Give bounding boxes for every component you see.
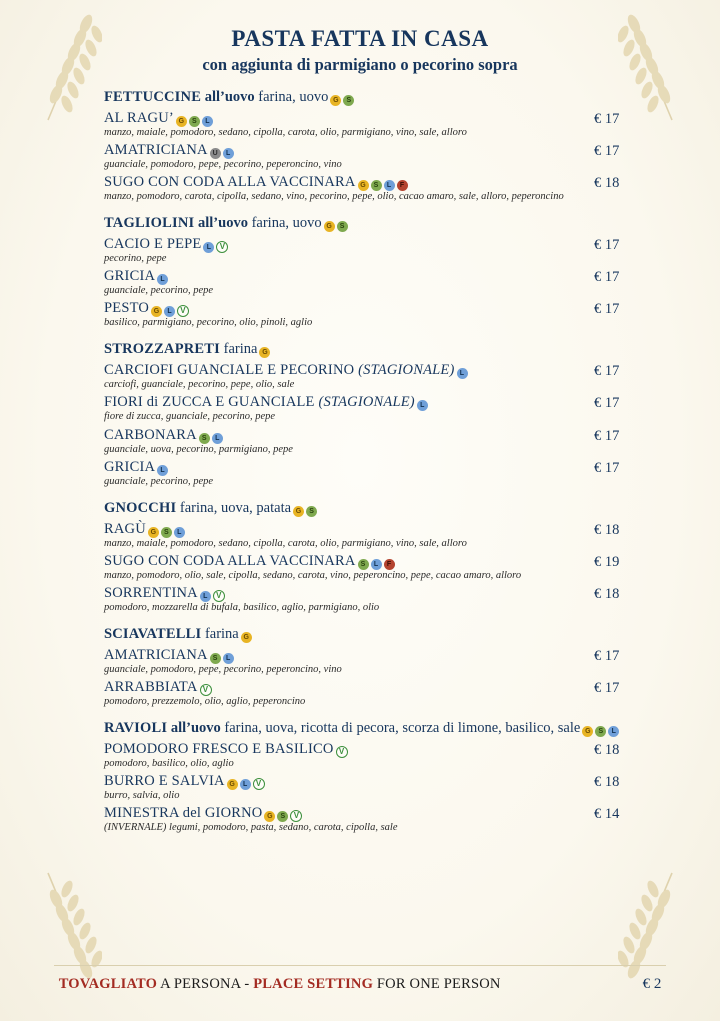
- menu-item-body: [104, 362, 594, 391]
- menu-item-allergen-badges: [198, 679, 212, 695]
- menu-item-description: manzo, maiale, pomodoro, sedano, cipolla, carota, olio, parmigiano, vino, sale, alloro: [104, 127, 467, 138]
- menu-item-description: pomodoro, prezzemolo, olio, aglio, peperoncino: [104, 695, 306, 707]
- gluten-allergen-icon: G: [176, 116, 187, 127]
- menu-item-name: SORRENTINA: [104, 584, 198, 601]
- menu-item-allergen-badges: [415, 394, 428, 410]
- place-setting-note: [59, 976, 501, 993]
- menu-item-name-line: [104, 268, 584, 285]
- menu-item-description: pomodoro, mozzarella di bufala, basilico, aglio, parmigiano, olio: [104, 601, 380, 613]
- menu-section: [104, 89, 646, 203]
- menu-item-name-line: [104, 773, 584, 790]
- menu-item-allergen-badges: [356, 174, 408, 190]
- menu-item-name-line: [104, 647, 584, 664]
- footer-divider: [54, 965, 666, 966]
- place-setting-label: PLACE SETTING: [253, 976, 374, 992]
- menu-footer: [0, 965, 720, 993]
- menu-item: [104, 585, 646, 614]
- menu-item-body: [104, 268, 594, 297]
- menu-item-allergen-badges: [155, 268, 168, 284]
- milk-allergen-icon: L: [384, 180, 395, 191]
- menu-item-body: [104, 741, 594, 770]
- menu-item: [104, 553, 646, 582]
- section-ingredients: farina: [223, 341, 258, 358]
- menu-item-name-line: [104, 394, 584, 411]
- menu-item-body: [104, 427, 594, 456]
- section-name: GNOCCHI: [104, 499, 177, 516]
- menu-item-description: guanciale, pecorino, pepe: [104, 285, 214, 297]
- menu-item-allergen-badges: [146, 521, 185, 537]
- menu-item-description: manzo, maiale, pomodoro, sedano, cipolla, carota, olio, parmigiano, vino, sale, alloro: [104, 537, 467, 549]
- menu-item-price: € 17: [594, 143, 620, 160]
- menu-item-description: fiore di zucca, guanciale, pecorino, pepe: [104, 411, 276, 423]
- menu-item-name: AMATRICIANA: [104, 646, 208, 663]
- section-ingredients: farina, uovo: [258, 89, 329, 105]
- milk-allergen-icon: L: [371, 559, 382, 570]
- menu-item-description: manzo, pomodoro, olio, sale, cipolla, sedano, carota, vino, peperoncino, pepe, cacao amaro, alloro: [104, 569, 522, 581]
- milk-allergen-icon: L: [417, 400, 428, 411]
- menu-item-description: guanciale, pomodoro, pepe, pecorino, peperoncino, vino: [104, 159, 342, 171]
- menu-item-name: ARRABBIATA: [104, 678, 198, 695]
- menu-item-price: € 18: [594, 774, 620, 790]
- menu-item-name: CARBONARA: [104, 426, 197, 443]
- menu-item-description: guanciale, pecorino, pepe: [104, 475, 214, 487]
- menu-item-name: PESTO: [104, 300, 150, 317]
- section-name: FETTUCCINE: [104, 89, 202, 105]
- menu-item-price: € 14: [594, 806, 620, 823]
- gluten-allergen-icon: G: [358, 180, 369, 191]
- menu-item-allergen-badges: [334, 741, 348, 757]
- menu-item-allergen-badges: [262, 805, 302, 821]
- menu-item-price: € 18: [594, 741, 620, 758]
- gluten-allergen-icon: G: [582, 726, 593, 737]
- menu-item: [104, 362, 646, 391]
- menu-item-allergen-badges: [208, 142, 234, 158]
- menu-item-allergen-badges: [149, 300, 189, 316]
- section-name: RAVIOLI: [104, 719, 168, 736]
- menu-item-price: € 17: [594, 647, 620, 664]
- menu-item-name: SUGO CON CODA ALLA VACCINARA: [104, 552, 356, 569]
- menu-item-allergen-badges: [198, 585, 225, 601]
- menu-item-name-line: [104, 236, 584, 253]
- menu-item-name-line: [104, 741, 584, 758]
- menu-item-name-line: [104, 521, 584, 538]
- menu-item-price: € 17: [594, 111, 620, 127]
- menu-item-allergen-badges: [197, 427, 223, 443]
- veg-allergen-icon: V: [253, 778, 265, 790]
- gluten-allergen-icon: G: [148, 527, 159, 538]
- menu-item-name: GRICIA: [104, 268, 156, 285]
- menu-item: [104, 110, 646, 139]
- menu-item-name: GRICIA: [104, 458, 156, 475]
- tovagliato-text: A PERSONA -: [160, 976, 254, 992]
- gluten-allergen-icon: G: [324, 221, 335, 232]
- menu-item-description: basilico, parmigiano, pecorino, olio, pinoli, aglio: [104, 317, 313, 329]
- menu-item-name: MINESTRA del GIORNO: [104, 805, 263, 822]
- egg-allergen-icon: U: [210, 148, 221, 159]
- section-heading: [104, 341, 646, 358]
- menu-item-name: CARCIOFI GUANCIALE E PECORINO: [104, 362, 359, 379]
- section-allergen-badges: [322, 215, 348, 231]
- menu-item-name-line: [104, 427, 584, 444]
- section-suffix: all’uovo: [198, 215, 248, 232]
- page-subtitle: con aggiunta di parmigiano o pecorino sopra: [202, 55, 518, 74]
- menu-item-price: € 17: [594, 269, 620, 286]
- section-suffix: all’uovo: [170, 719, 221, 736]
- section-ingredients: farina: [204, 625, 239, 642]
- menu-item-description: carciofi, guanciale, pecorino, pepe, olio, sale: [104, 379, 295, 391]
- section-heading: [104, 626, 646, 643]
- menu-item-name-line: [104, 585, 584, 602]
- milk-allergen-icon: L: [203, 242, 214, 253]
- menu-item: [104, 647, 646, 676]
- veg-allergen-icon: V: [336, 746, 348, 758]
- celery-allergen-icon: S: [189, 116, 200, 127]
- menu-item-description: guanciale, uova, pecorino, parmigiano, pepe: [104, 443, 293, 455]
- menu-item-price: € 18: [594, 521, 620, 538]
- milk-allergen-icon: L: [157, 274, 168, 285]
- menu-item-allergen-badges: [155, 459, 168, 475]
- section-name: TAGLIOLINI: [104, 215, 195, 232]
- milk-allergen-icon: L: [240, 779, 251, 790]
- menu-item-price: € 18: [594, 585, 620, 602]
- menu-item-name: BURRO E SALVIA: [104, 773, 225, 789]
- menu-item-description: (INVERNALE) legumi, pomodoro, pasta, sedano, carota, cipolla, sale: [104, 822, 398, 834]
- section-heading: [104, 89, 646, 106]
- menu-item-allergen-badges: [174, 110, 213, 126]
- menu-item-body: [104, 805, 594, 834]
- menu-item-body: [104, 585, 594, 614]
- menu-item-name: AMATRICIANA: [104, 142, 208, 159]
- menu-item-body: [104, 110, 594, 139]
- menu-item-price: € 17: [594, 679, 620, 696]
- tovagliato-label: TOVAGLIATO: [58, 976, 158, 992]
- menu-item: [104, 427, 646, 456]
- nuts-allergen-icon: F: [384, 559, 395, 570]
- menu-item: [104, 741, 646, 770]
- section-ingredients: farina, uovo: [251, 215, 322, 232]
- menu-item-price: € 17: [594, 459, 620, 476]
- menu-item: [104, 142, 646, 171]
- milk-allergen-icon: L: [164, 306, 175, 317]
- menu-item-name: FIORI di ZUCCA E GUANCIALE: [104, 394, 319, 411]
- menu-item: [104, 679, 646, 708]
- section-allergen-badges: [257, 341, 270, 357]
- menu-item: [104, 236, 646, 265]
- menu-item-body: [104, 174, 594, 203]
- menu-item: [104, 521, 646, 550]
- menu-item-description: burro, salvia, olio: [104, 790, 180, 801]
- menu-item: [104, 174, 646, 203]
- menu-section: [104, 341, 646, 487]
- menu-item-description: pomodoro, basilico, olio, aglio: [104, 757, 234, 769]
- page-title: PASTA FATTA IN CASA: [231, 26, 489, 51]
- menu-sections: [46, 89, 674, 834]
- veg-allergen-icon: V: [216, 241, 228, 253]
- menu-item-name-line: [104, 142, 584, 159]
- menu-section: [104, 626, 646, 708]
- place-setting-price: € 2: [642, 976, 662, 992]
- celery-allergen-icon: S: [161, 527, 172, 538]
- menu-item-allergen-badges: [201, 236, 228, 252]
- menu-item-allergen-badges: [208, 647, 234, 663]
- menu-item-name-line: [104, 553, 584, 570]
- section-suffix: all’uovo: [204, 89, 255, 105]
- menu-item-body: [104, 679, 594, 708]
- milk-allergen-icon: L: [608, 726, 619, 737]
- menu-item-name-line: [104, 110, 584, 127]
- section-allergen-badges: [580, 720, 619, 736]
- menu-item-name: RAGÙ: [104, 520, 146, 537]
- menu-item-body: [104, 236, 594, 265]
- milk-allergen-icon: L: [200, 591, 211, 602]
- milk-allergen-icon: L: [457, 368, 468, 379]
- section-heading: [104, 500, 646, 517]
- menu-item-description: guanciale, pomodoro, pepe, pecorino, peperoncino, vino: [104, 663, 342, 675]
- menu-item-price: € 17: [594, 395, 620, 412]
- menu-item-name-line: [104, 679, 584, 696]
- menu-item-body: [104, 394, 594, 423]
- menu-item-price: € 19: [594, 553, 620, 570]
- veg-allergen-icon: V: [200, 684, 212, 696]
- section-ingredients: farina, uova, patata: [179, 499, 292, 516]
- menu-item-name: AL RAGU’: [104, 110, 174, 126]
- menu-section: [104, 215, 646, 329]
- menu-item-name-line: [104, 805, 584, 822]
- menu-item-description: pecorino, pepe: [104, 253, 167, 265]
- menu-item-name: POMODORO FRESCO E BASILICO: [104, 740, 334, 757]
- celery-allergen-icon: S: [277, 811, 288, 822]
- menu-item-body: [104, 459, 594, 488]
- menu-item-price: € 17: [594, 427, 620, 444]
- veg-allergen-icon: V: [213, 590, 225, 602]
- section-heading: [104, 215, 646, 232]
- menu-item-body: [104, 647, 594, 676]
- menu-item-name-line: [104, 362, 584, 379]
- menu-item: [104, 268, 646, 297]
- menu-item-allergen-badges: [356, 553, 395, 569]
- milk-allergen-icon: L: [174, 527, 185, 538]
- menu-item-body: [104, 521, 594, 550]
- menu-item-body: [104, 142, 594, 171]
- gluten-allergen-icon: G: [241, 632, 252, 643]
- place-setting-text: FOR ONE PERSON: [376, 976, 501, 992]
- gluten-allergen-icon: G: [259, 347, 270, 358]
- menu-item-name-line: [104, 300, 584, 317]
- celery-allergen-icon: S: [306, 506, 317, 517]
- section-heading: [104, 720, 646, 737]
- menu-item: [104, 394, 646, 423]
- milk-allergen-icon: L: [223, 148, 234, 159]
- menu-item-name-line: [104, 459, 584, 476]
- menu-item: [104, 773, 646, 802]
- nuts-allergen-icon: F: [397, 180, 408, 191]
- menu-item-price: € 17: [594, 363, 620, 380]
- celery-allergen-icon: S: [371, 180, 382, 191]
- section-allergen-badges: [328, 89, 354, 105]
- menu-item-description: manzo, pomodoro, carota, cipolla, sedano, vino, pecorino, pepe, olio, cacao amaro, sale, alloro, peperoncino: [104, 191, 564, 203]
- section-allergen-badges: [291, 500, 317, 516]
- menu-item: [104, 459, 646, 488]
- veg-allergen-icon: V: [177, 305, 189, 317]
- section-ingredients: farina, uova, ricotta di pecora, scorza di limone, basilico, sale: [224, 719, 581, 736]
- celery-allergen-icon: S: [595, 726, 606, 737]
- menu-item: [104, 805, 646, 834]
- milk-allergen-icon: L: [157, 465, 168, 476]
- celery-allergen-icon: S: [358, 559, 369, 570]
- gluten-allergen-icon: G: [330, 95, 341, 106]
- menu-item-price: € 18: [594, 175, 620, 192]
- milk-allergen-icon: L: [202, 116, 213, 127]
- section-allergen-badges: [239, 626, 252, 642]
- menu-item-name-line: [104, 174, 584, 191]
- menu-item-seasonal-note: (STAGIONALE): [358, 362, 455, 379]
- celery-allergen-icon: S: [210, 653, 221, 664]
- menu-item-body: [104, 773, 594, 802]
- gluten-allergen-icon: G: [227, 779, 238, 790]
- gluten-allergen-icon: G: [151, 306, 162, 317]
- menu-item-allergen-badges: [455, 362, 468, 378]
- menu-item-price: € 17: [594, 301, 620, 318]
- menu-item: [104, 300, 646, 329]
- gluten-allergen-icon: G: [293, 506, 304, 517]
- veg-allergen-icon: V: [290, 810, 302, 822]
- menu-item-name: SUGO CON CODA ALLA VACCINARA: [104, 174, 356, 191]
- gluten-allergen-icon: G: [264, 811, 275, 822]
- menu-section: [104, 720, 646, 834]
- menu-section: [104, 500, 646, 614]
- menu-item-body: [104, 300, 594, 329]
- section-name: SCIAVATELLI: [104, 625, 202, 642]
- menu-item-price: € 17: [594, 237, 620, 254]
- section-name: STROZZAPRETI: [104, 341, 221, 358]
- menu-item-name: CACIO E PEPE: [104, 236, 202, 253]
- menu-item-seasonal-note: (STAGIONALE): [318, 394, 415, 411]
- celery-allergen-icon: S: [199, 433, 210, 444]
- milk-allergen-icon: L: [223, 653, 234, 664]
- celery-allergen-icon: S: [337, 221, 348, 232]
- menu-item-body: [104, 553, 594, 582]
- menu-item-allergen-badges: [225, 773, 265, 789]
- celery-allergen-icon: S: [343, 95, 354, 106]
- milk-allergen-icon: L: [212, 433, 223, 444]
